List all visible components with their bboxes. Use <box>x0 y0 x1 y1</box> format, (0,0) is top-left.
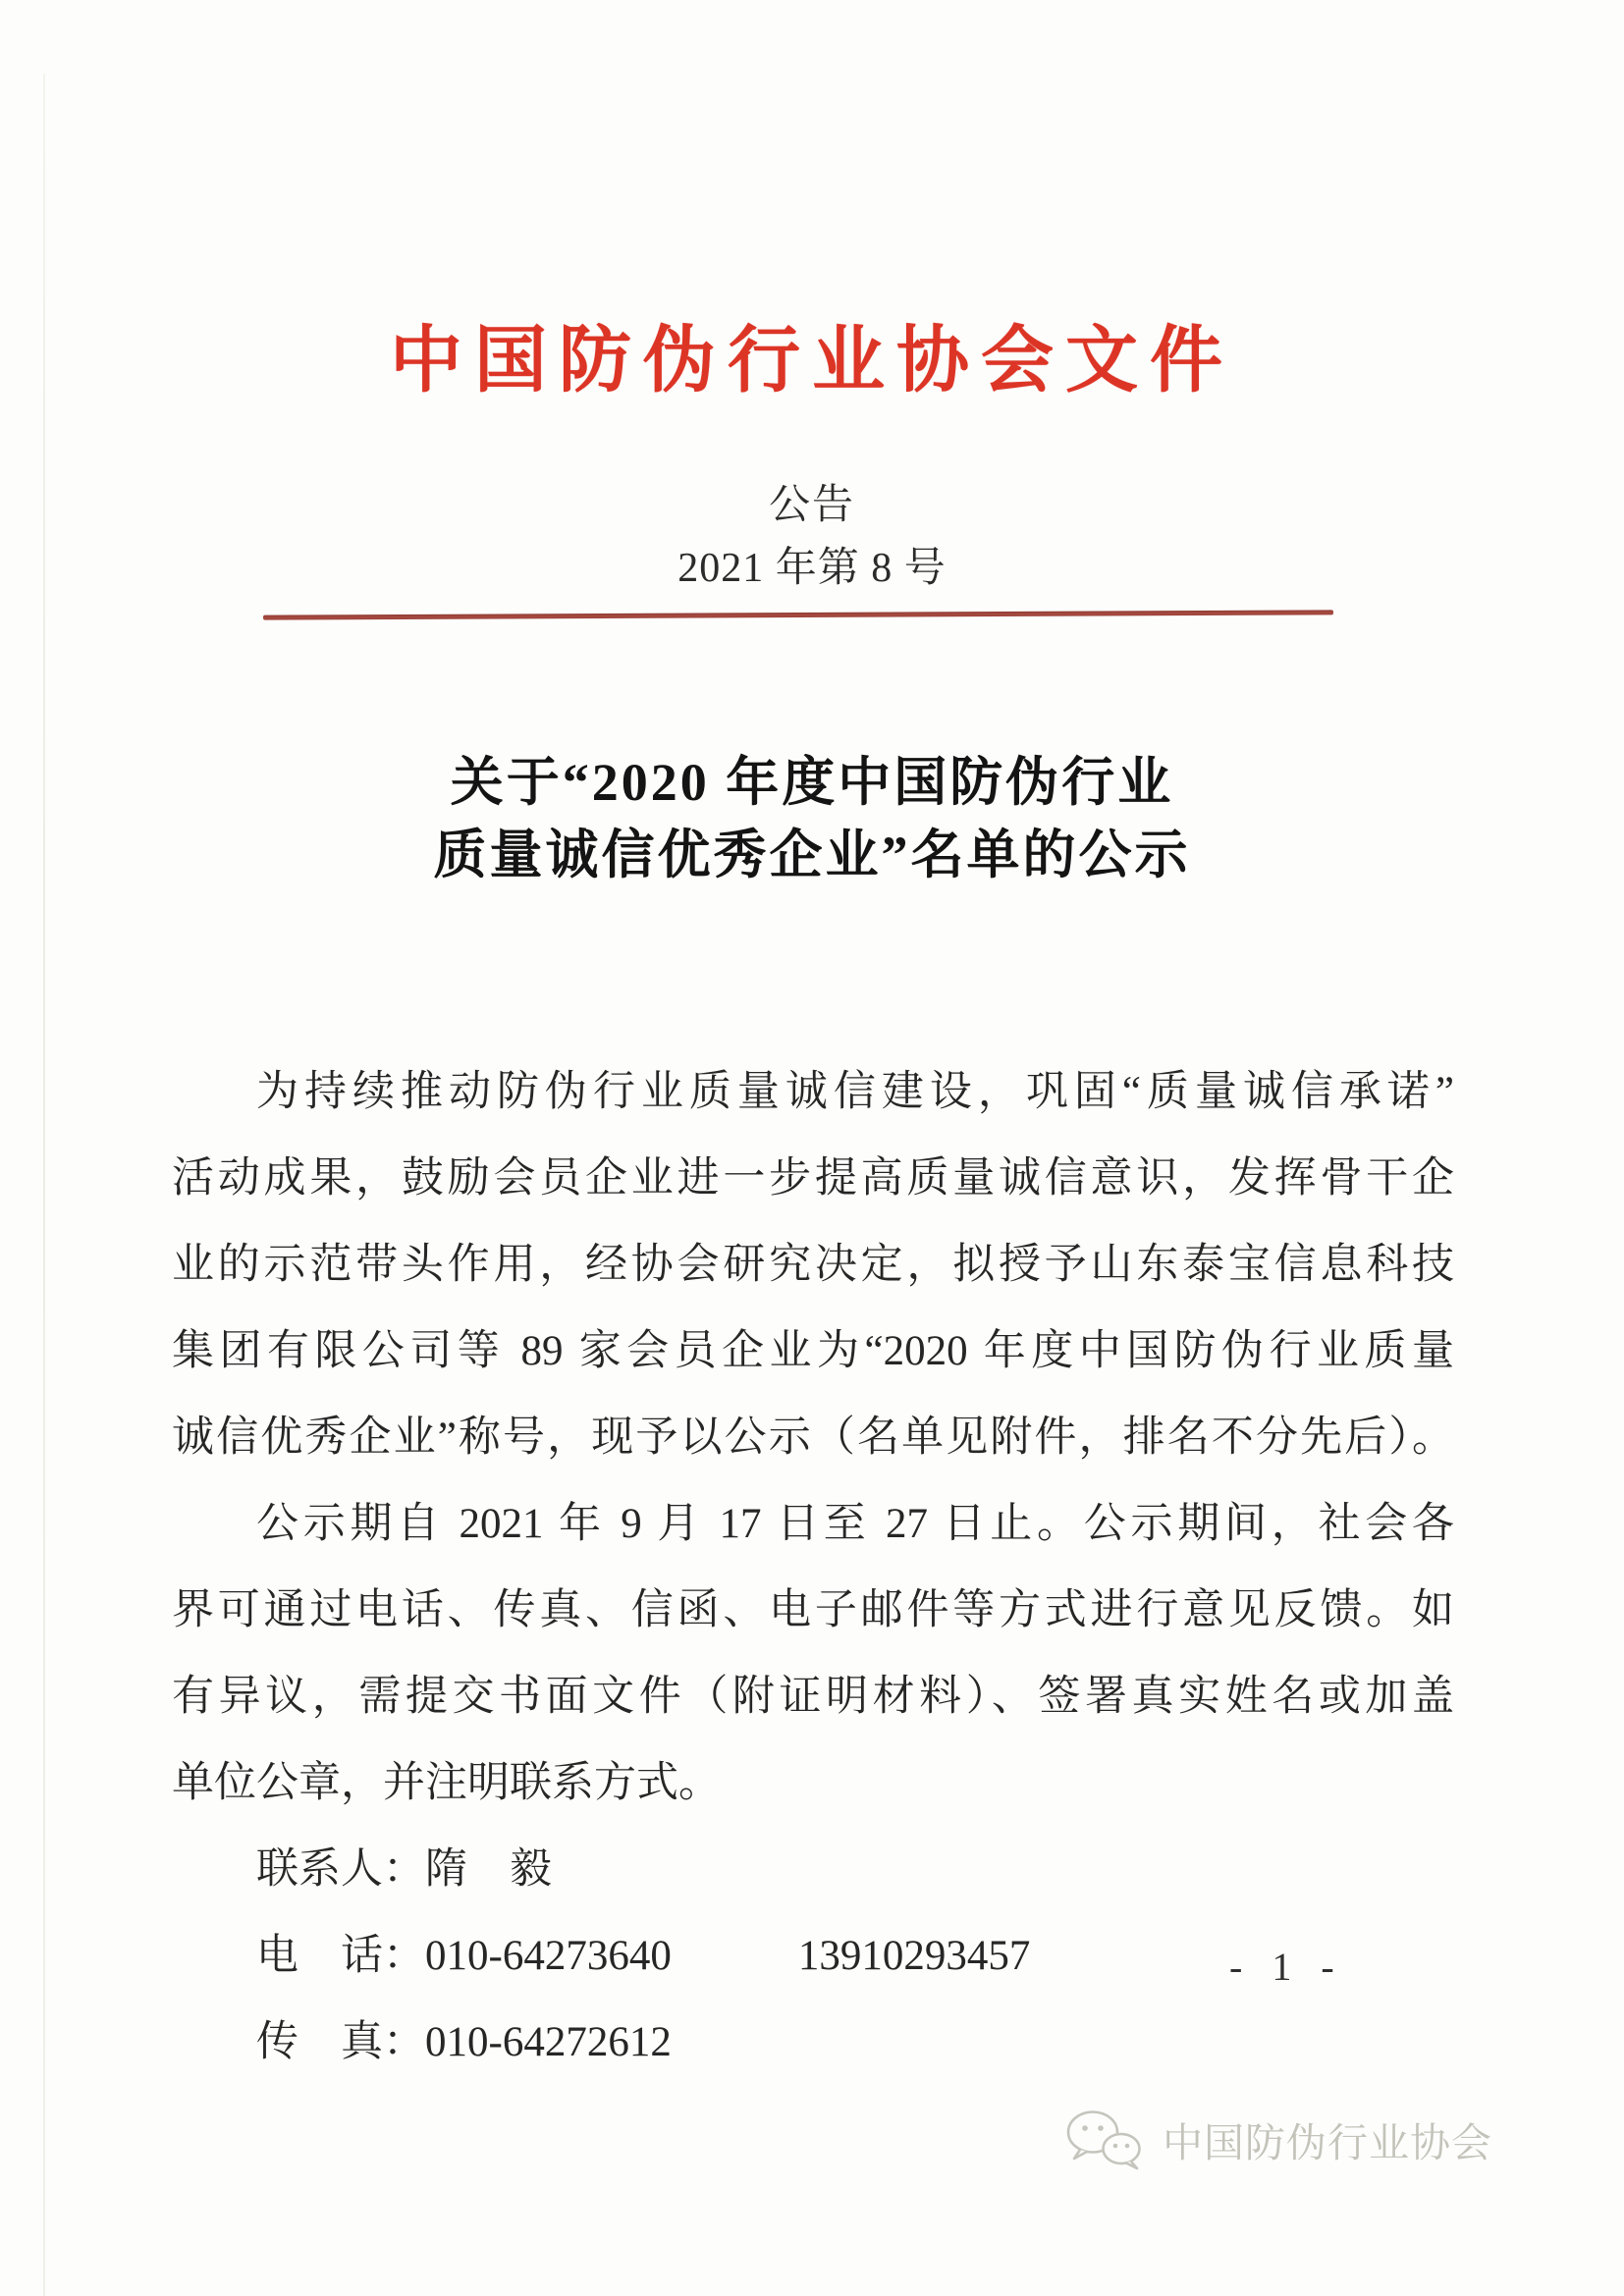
body-line: 界可通过电话、传真、信函、电子邮件等方式进行意见反馈。如 <box>172 1587 1454 1633</box>
body-line: 电 话：010-64273640 13910293457 <box>256 1933 1031 1979</box>
page-number: - 1 - <box>1229 1945 1344 1989</box>
body-text <box>172 1049 1454 2086</box>
body-line: 单位公章，并注明联系方式。 <box>172 1760 721 1806</box>
doc-number-label: 2021 年第 8 号 <box>677 546 947 591</box>
watermark <box>1062 2107 1492 2180</box>
body-line: 为持续推动防伪行业质量诚信建设，巩固“质量诚信承诺” <box>256 1069 1454 1115</box>
wechat-icon <box>1062 2107 1147 2180</box>
body-line: 公示期自 2021 年 9 月 17 日至 27 日止。公示期间，社会各 <box>256 1501 1454 1547</box>
body-line: 诚信优秀企业”称号，现予以公示（名单见附件，排名不分先后）。 <box>172 1415 1454 1461</box>
body-line: 活动成果，鼓励会员企业进一步提高质量诚信意识，发挥骨干企 <box>172 1155 1454 1201</box>
document-title-line1: 关于“2020 年度中国防伪行业 <box>450 753 1174 812</box>
page-edge-shadow <box>43 74 45 2296</box>
body-line: 业的示范带头作用，经协会研究决定，拟授予山东泰宝信息科技 <box>172 1242 1454 1288</box>
association-document-header: 中国防伪行业协会文件 <box>390 321 1234 401</box>
document-title <box>0 746 1624 891</box>
doc-type-label: 公告 <box>768 483 855 528</box>
body-line: 联系人：隋 毅 <box>256 1846 552 1893</box>
body-line: 集团有限公司等 89 家会员企业为“2020 年度中国防伪行业质量 <box>172 1328 1454 1374</box>
document-title-line2: 质量诚信优秀企业”名单的公示 <box>433 826 1191 884</box>
body-line: 传 真：010-64272612 <box>256 2019 672 2065</box>
watermark-text: 中国防伪行业协会 <box>1163 2120 1492 2165</box>
body-line: 有异议，需提交书面文件（附证明材料）、签署真实姓名或加盖 <box>172 1674 1454 1720</box>
